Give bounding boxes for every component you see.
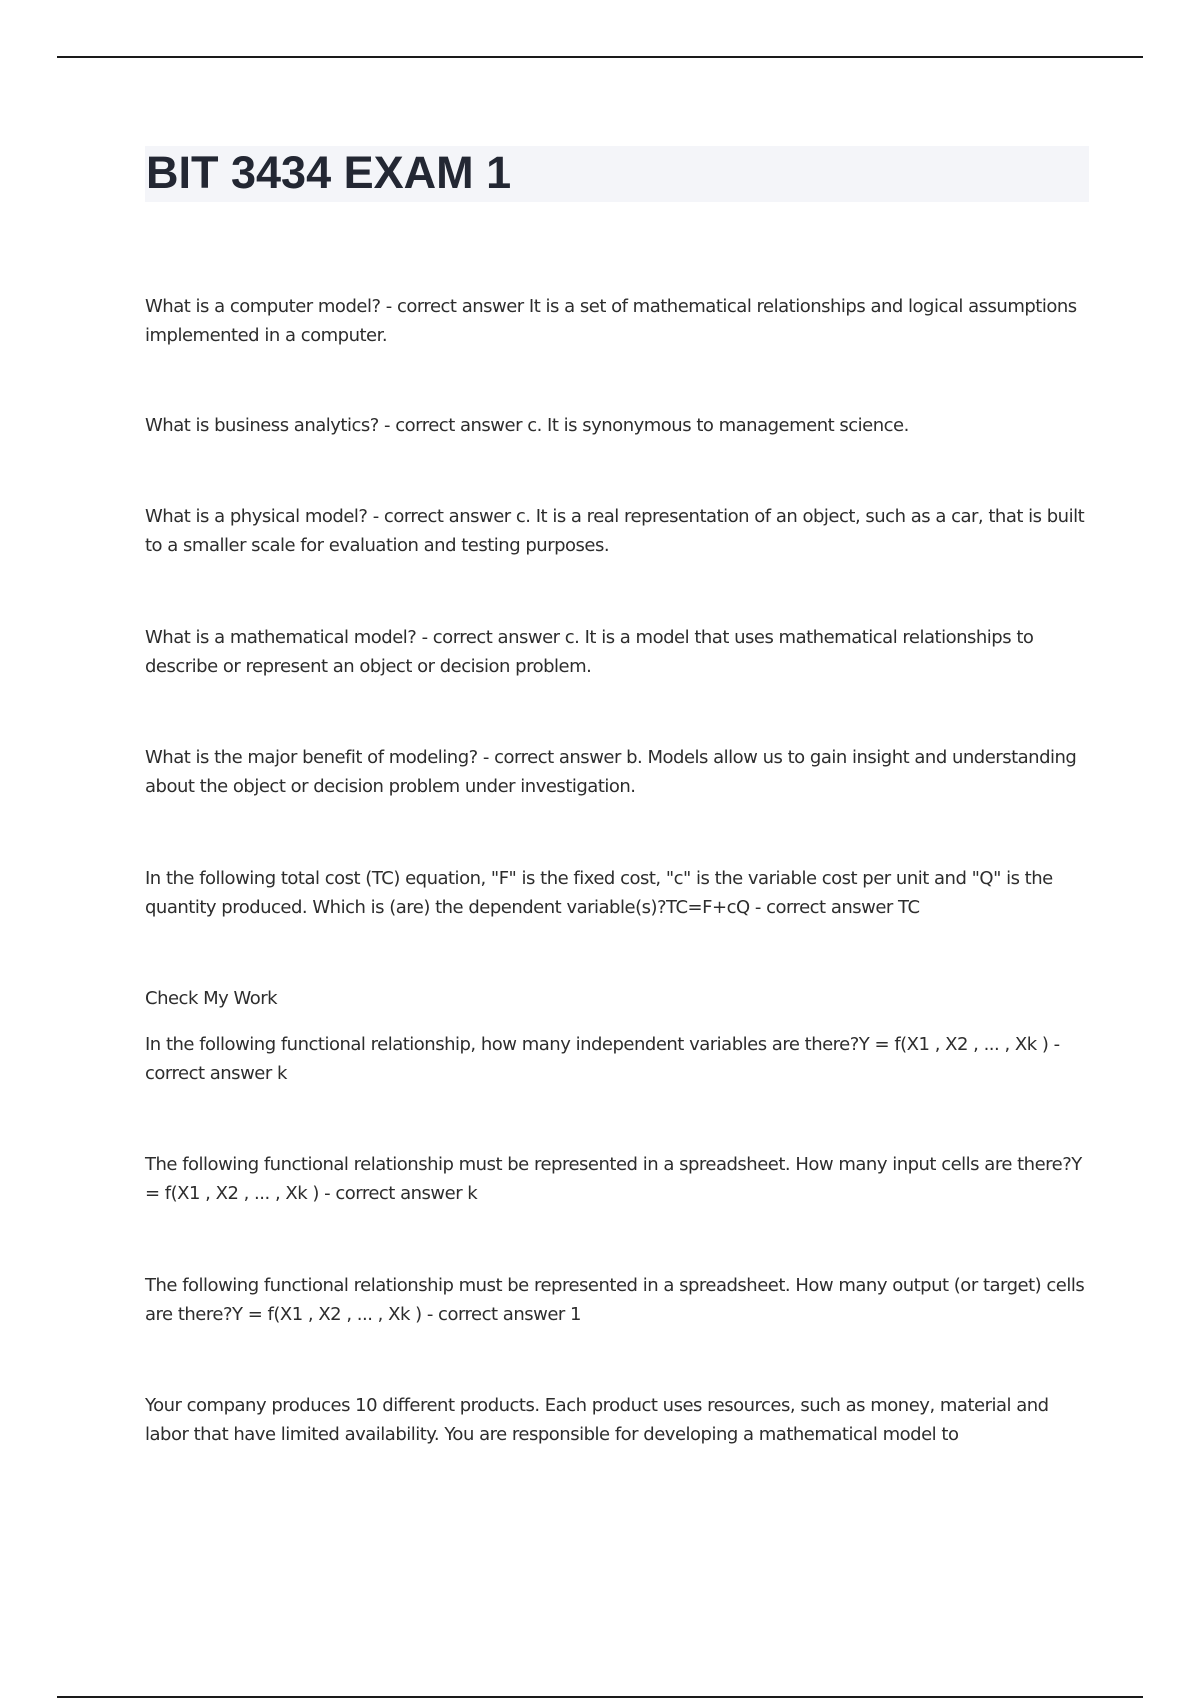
check-my-work-label: Check My Work [145,988,278,1009]
bottom-rule [57,1696,1143,1698]
qa-entry-benefit-of-modeling: What is the major benefit of modeling? - correct answer b. Models allow us to gain insight and understanding about the object or decision problem under investigation. [145,747,1077,797]
qa-entry-products: Your company produces 10 different products. Each product uses resources, such as money, material and labor that have limited availability. You are responsible for developing a mathematical model to [145,1395,1049,1445]
qa-entry-business-analytics: What is business analytics? - correct answer c. It is synonymous to management science. [145,415,909,436]
qa-entry-computer-model: What is a computer model? - correct answer It is a set of mathematical relationships and logical assumptions implemented in a computer. [145,296,1077,346]
top-rule [57,56,1143,58]
qa-entry-physical-model: What is a physical model? - correct answer c. It is a real representation of an object, such as a car, that is built to a smaller scale for evaluation and testing purposes. [145,506,1085,556]
document-title: BIT 3434 EXAM 1 [146,147,512,198]
qa-entry-mathematical-model: What is a mathematical model? - correct answer c. It is a model that uses mathematical relationships to describe or represent an object or decision problem. [145,627,1034,677]
qa-entry-independent-variables: In the following functional relationship, how many independent variables are there?Y = f(X1 , X2 , ... , Xk ) - correct answer k [145,1034,1060,1084]
qa-entry-total-cost: In the following total cost (TC) equation, "F" is the fixed cost, "c" is the variable cost per unit and "Q" is the quantity produced. Which is (are) the dependent variable(s)?TC=F+cQ - correct answer TC [145,868,1053,918]
qa-entry-output-cells: The following functional relationship must be represented in a spreadsheet. How many output (or target) cells are there?Y = f(X1 , X2 , ... , Xk ) - correct answer 1 [145,1275,1085,1325]
qa-entry-input-cells: The following functional relationship must be represented in a spreadsheet. How many input cells are there?Y = f(X1 , X2 , ... , Xk ) - correct answer k [145,1154,1082,1204]
